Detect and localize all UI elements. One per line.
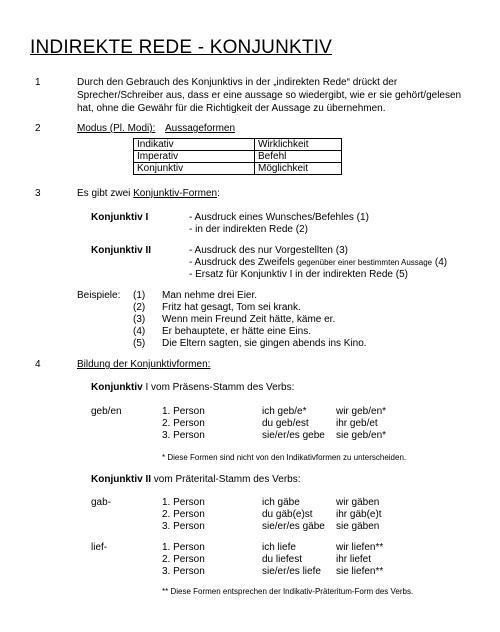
title-rest: I vom Präsens-Stamm des Verbs: <box>142 382 295 393</box>
example-number: (4) <box>133 326 146 337</box>
plural-form: sie gäben <box>336 521 380 532</box>
title-bold: Konjunktiv <box>91 382 143 393</box>
plural-form: wir liefen** <box>336 542 384 553</box>
table-cell: Indikativ <box>134 139 255 151</box>
example-number: (5) <box>133 338 146 349</box>
table-cell: Konjunktiv <box>134 163 255 175</box>
example-text: Man nehme drei Eier. <box>162 290 258 301</box>
section-1-line: hat, ohne die Gewähr für die Richtigkeit der Aussage zu übernehmen. <box>77 103 386 114</box>
singular-form: sie/er/es gäbe <box>262 521 325 532</box>
example-text: Fritz hat gesagt, Tom sei krank. <box>162 302 301 313</box>
title-rest: vom Präterital-Stamm des Verbs: <box>151 474 301 485</box>
footnote-1: * Diese Formen sind nicht von den Indikativformen zu unterscheiden. <box>162 453 407 462</box>
line-part: - Ausdruck des Zweifels <box>189 257 298 268</box>
konjunktiv-2-line: - Ersatz für Konjunktiv I in der indirekten Rede (5) <box>189 269 408 280</box>
konjunktiv-2-title <box>91 473 301 486</box>
example-number: (3) <box>133 314 146 325</box>
examples-label: Beispiele: <box>77 290 121 301</box>
person-label: 2. Person <box>162 554 205 565</box>
footnote-2: ** Diese Formen entsprechen der Indikativ-Präteritum-Form des Verbs. <box>162 587 414 596</box>
intro-end: : <box>217 188 220 199</box>
line-part-small: gegenüber einer bestimmten Aussage <box>297 258 433 267</box>
person-label: 1. Person <box>162 542 205 553</box>
example-text: Wenn mein Freund Zeit hätte, käme er. <box>162 314 336 325</box>
modus-label: Modus (Pl. Modi): <box>77 123 156 134</box>
table-cell: Möglichkeit <box>255 163 342 175</box>
example-number: (2) <box>133 302 146 313</box>
plural-form: sie liefen** <box>336 566 384 577</box>
konjunktiv-2-line: - Ausdruck des nur Vorgestellten (3) <box>189 245 348 256</box>
line-part: (4) <box>432 257 448 268</box>
person-label: 3. Person <box>162 521 205 532</box>
plural-form: wir gäben <box>336 497 380 508</box>
person-label: 2. Person <box>162 418 205 429</box>
konjunktiv-1-line: - Ausdruck eines Wunsches/Befehles (1) <box>189 212 369 223</box>
section-1-line: Sprecher/Schreiber aus, dass er eine aussage so wiedergibt, wie er sie gehört/gelesen <box>77 90 462 101</box>
konjunktiv-1-title <box>91 381 294 394</box>
aussageformen-label: Aussageformen <box>165 123 236 134</box>
section-4-heading: Bildung der Konjunktivformen: <box>77 359 211 370</box>
singular-form: ich liefe <box>262 542 296 553</box>
table-row <box>134 151 342 163</box>
person-label: 3. Person <box>162 566 205 577</box>
singular-form: du geb/est <box>262 418 309 429</box>
singular-form: du gäb(e)st <box>262 509 313 520</box>
table-cell: Wirklichkeit <box>255 139 342 151</box>
intro-underlined: Konjunktiv-Formen <box>133 188 218 199</box>
section-3-intro <box>77 187 220 200</box>
konjunktiv-1-label: Konjunktiv I <box>91 212 149 223</box>
example-text: Er behauptete, er hätte eine Eins. <box>162 326 311 337</box>
person-label: 3. Person <box>162 430 205 441</box>
singular-form: du liefest <box>262 554 303 565</box>
plural-form: sie geb/en* <box>336 430 387 441</box>
konjunktiv-2-label: Konjunktiv II <box>91 245 151 256</box>
plural-form: ihr geb/et <box>336 418 378 429</box>
singular-form: sie/er/es gebe <box>262 430 325 441</box>
intro-text: Es gibt zwei <box>77 188 134 199</box>
modus-table <box>133 138 342 175</box>
table-cell: Befehl <box>255 151 342 163</box>
section-2-number: 2 <box>35 123 41 134</box>
konjunktiv-1-line: - in der indirekten Rede (2) <box>189 224 308 235</box>
stem-label: gab- <box>91 497 112 508</box>
table-row <box>134 163 342 175</box>
stem-label: lief- <box>91 542 108 553</box>
table-row <box>134 139 342 151</box>
singular-form: ich geb/e* <box>262 406 307 417</box>
section-1-number: 1 <box>35 77 41 88</box>
singular-form: sie/er/es liefe <box>262 566 321 577</box>
stem-label: geb/en <box>91 406 122 417</box>
section-1-line: Durch den Gebrauch des Konjunktivs in der „indirekten Rede“ drückt der <box>77 77 398 88</box>
table-cell: Imperativ <box>134 151 255 163</box>
section-3-number: 3 <box>35 188 41 199</box>
plural-form: ihr gäb(e)t <box>336 509 382 520</box>
person-label: 2. Person <box>162 509 205 520</box>
title-bold: Konjunktiv II <box>91 474 151 485</box>
example-text: Die Eltern sagten, sie gingen abends ins Kino. <box>162 338 367 349</box>
plural-form: ihr liefet <box>336 554 372 565</box>
plural-form: wir geb/en* <box>336 406 387 417</box>
example-number: (1) <box>133 290 146 301</box>
section-4-number: 4 <box>35 359 41 370</box>
singular-form: ich gäbe <box>262 497 300 508</box>
person-label: 1. Person <box>162 406 205 417</box>
person-label: 1. Person <box>162 497 205 508</box>
page-title: INDIREKTE REDE - KONJUNKTIV <box>30 37 333 58</box>
